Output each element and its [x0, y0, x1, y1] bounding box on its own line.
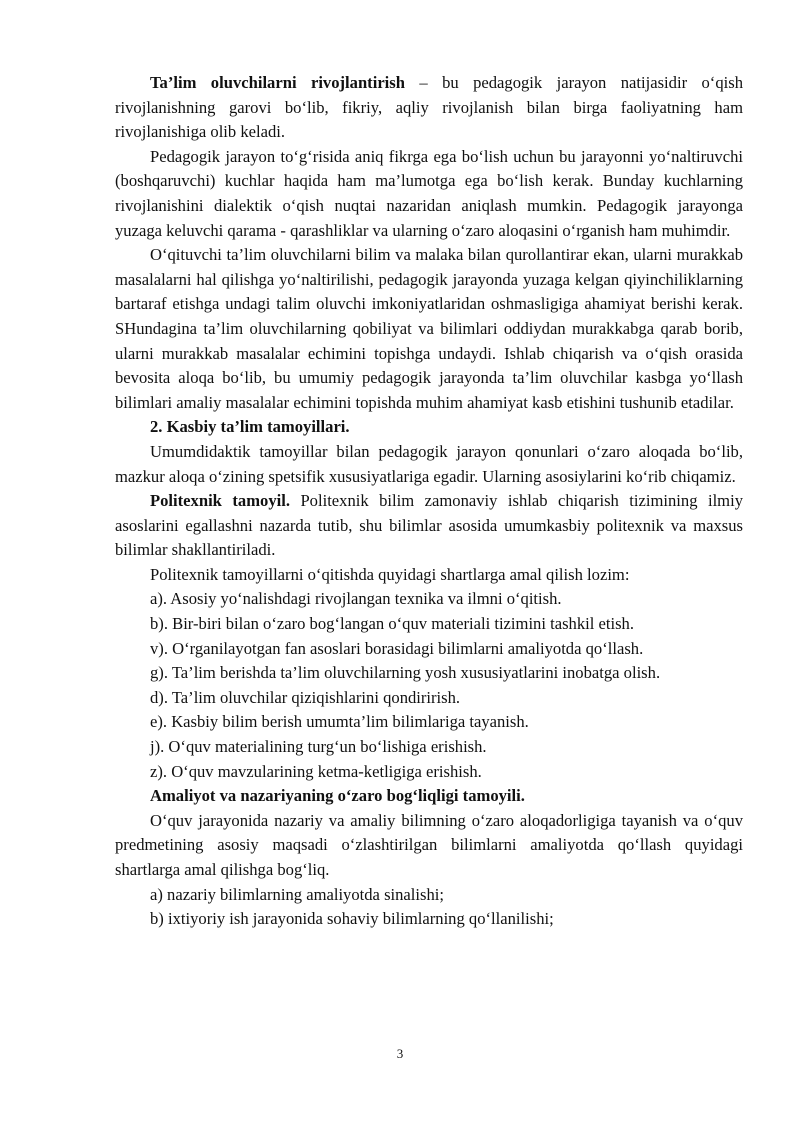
paragraph-umumdidaktik	[115, 440, 743, 489]
paragraph-oqituvchi	[115, 243, 743, 415]
paragraph-text: Politexnik bilim zamonaviy ishlab chiqarish tizimining ilmiy asoslarini egallashni nazarda tutib, shu bilimlar asosida umumkasbiy politexnik va maxsus bilimlar shakllantiriladi.	[115, 491, 743, 560]
bold-term: Politexnik tamoyil.	[150, 491, 290, 511]
paragraph-oquv-jarayoni	[115, 809, 743, 883]
bold-term: Ta’lim oluvchilarni rivojlantirish	[150, 73, 405, 92]
paragraph-pedagogik-jarayon	[115, 145, 743, 243]
paragraph-text: – bu pedagogik jarayon natijasidir o‘qish rivojlanishning garovi bo‘lib, fikriy, aqliy rivojlanish bilan birga faoliyatning ham rivojlanishiga olib keladi.	[115, 73, 743, 142]
page-number: 3	[396, 1046, 404, 1061]
paragraph-rivojlantirish	[115, 71, 743, 145]
list-item: v). O‘rganilayotgan fan asoslari borasidagi bilimlarni amaliyotda qo‘llash.	[150, 638, 644, 658]
list-item: j). O‘quv materialining turg‘un bo‘lishiga erishish.	[150, 737, 487, 757]
list-item: a). Asosiy yo‘nalishdagi rivojlangan texnika va ilmni o‘qitish.	[150, 589, 562, 609]
paragraph-text: Politexnik tamoyillarni o‘qitishda quyidagi shartlarga amal qilish lozim:	[150, 564, 630, 584]
list-item: b) ixtiyoriy ish jarayonida sohaviy bilimlarning qo‘llanilishi;	[150, 909, 554, 929]
paragraph-text: Umumdidaktik tamoyillar bilan pedagogik jarayon qonunlari o‘zaro aloqada bo‘lib, mazkur aloqa o‘zining spetsifik xususiyatlariga egadir. Ularning asosiylarini ko‘rib chiqamiz.	[115, 441, 743, 486]
list-item: e). Kasbiy bilim berish umumta’lim bilimlariga tayanish.	[150, 712, 529, 732]
list-item: d). Ta’lim oluvchilar qiziqishlarini qondirirish.	[150, 687, 461, 707]
paragraph-text: Pedagogik jarayon to‘g‘risida aniq fikrga ega bo‘lish uchun bu jarayonni yo‘naltiruvchi (boshqaruvchi) kuchlar haqida ham ma’lumotga ega bo‘lish kerak. Bunday kuchlarning rivojlanishini dialektik o‘qish nuqtai nazaridan aniqlash mumkin. Pedagogik jarayonga yuzaga keluvchi qarama - qarashliklar va ularning o‘zaro aloqasini o‘rganish ham muhimdir.	[115, 146, 743, 240]
paragraph-text: O‘quv jarayonida nazariy va amaliy bilimning o‘zaro aloqadorligiga tayanish va o‘quv predmetining asosiy maqsadi o‘zlashtirilgan bilimlarni amaliyotda qo‘llash quyidagi shartlarga amal qilishga bog‘liq.	[115, 810, 743, 879]
section-heading-kasbiy-talim	[115, 415, 743, 440]
section-heading-text: 2. Kasbiy ta’lim tamoyillari.	[150, 417, 350, 437]
list-item: b). Bir-biri bilan o‘zaro bog‘langan o‘quv materiali tizimini tashkil etish.	[150, 614, 634, 634]
list-item: z). O‘quv mavzularining ketma-ketligiga erishish.	[150, 761, 482, 781]
list-item: a) nazariy bilimlarning amaliyotda sinalishi;	[150, 884, 444, 904]
section-heading-text: Amaliyot va nazariyaning o‘zaro bog‘liqligi tamoyili.	[150, 786, 525, 806]
paragraph-politexnik	[115, 489, 743, 563]
list-item: g). Ta’lim berishda ta’lim oluvchilarning yosh xususiyatlarini inobatga olish.	[150, 663, 661, 683]
section-heading-amaliyot	[115, 784, 743, 809]
paragraph-shartlar-intro	[115, 563, 743, 588]
paragraph-text: O‘qituvchi ta’lim oluvchilarni bilim va malaka bilan qurollantirar ekan, ularni murakkab masalalarni hal qilishga yo‘naltirilishi, pedagogik jarayonda yuzaga kelgan qiyinchiliklarning bartaraf etishga undagi talim oluvchi imkoniyatlaridan oshmasligiga ahamiyat berishi kerak. SHundagina ta’lim oluvchilarning qobiliyat va bilimlari oddiydan murakkabga qarab borib, ularni murakkab masalalar echimini topishga undaydi. Ishlab chiqarish va o‘qish orasida bevosita aloqa bo‘lib, bu umumiy pedagogik jarayonda ta’lim oluvchilar kasbga yo‘llash bilimlari amaliy masalalar echimini topishda muhim ahamiyat kasb etishini tushunib etadilar.	[115, 245, 743, 412]
page-body	[115, 71, 743, 932]
